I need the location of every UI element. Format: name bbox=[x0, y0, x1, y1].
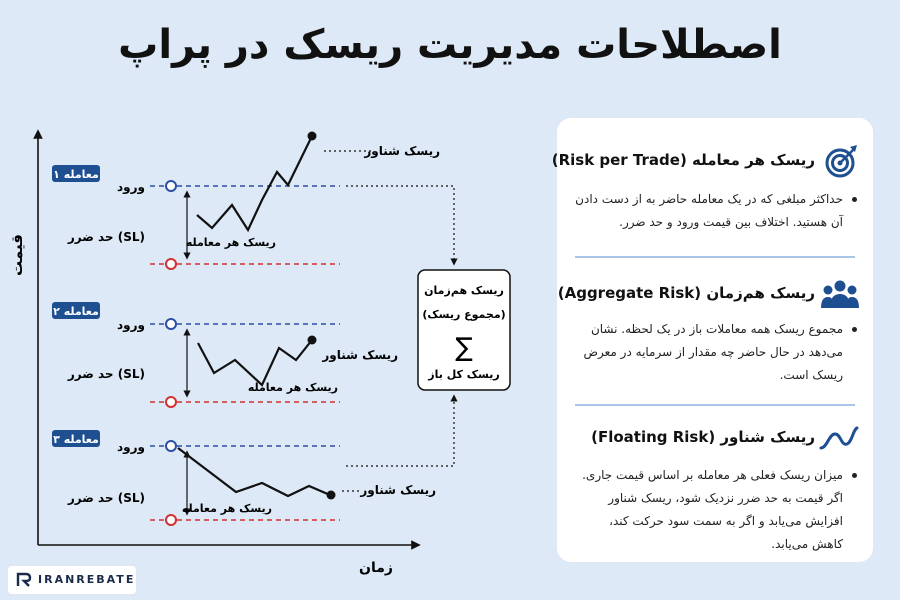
section-text: میزان ریسک فعلی هر معامله بر اساس قیمت جاری. اگر قیمت به حد ضرر نزدیک شود، ریسک شناور افزایش می‌یابد و اگر به سمت سود حرکت کند، کاهش می‌یابد. bbox=[582, 468, 843, 551]
page-title: اصطلاحات مدیریت ریسک در پراپ bbox=[118, 22, 782, 68]
trade-badge-label: معامله ۲ bbox=[53, 305, 99, 318]
section-body bbox=[575, 188, 843, 234]
sl-point bbox=[166, 397, 176, 407]
group-icon bbox=[821, 278, 859, 310]
section-text: مجموع ریسک همه معاملات باز در یک لحظه. نشان می‌دهد در حال حاضر چه مقدار از سرمایه در معرض ریسک است. bbox=[583, 322, 843, 382]
risk-label: ریسک هر معامله bbox=[181, 502, 272, 515]
definitions-panel bbox=[551, 118, 873, 562]
sl-label: حد ضرر (SL) bbox=[67, 491, 145, 505]
trade-badge-label: معامله ۳ bbox=[53, 433, 99, 446]
section-body bbox=[575, 464, 843, 556]
bullet bbox=[852, 197, 857, 202]
aggregate-line1: ریسک هم‌زمان bbox=[424, 284, 504, 297]
sl-point bbox=[166, 259, 176, 269]
divider bbox=[575, 256, 855, 258]
trade-3 bbox=[52, 430, 436, 525]
floating-label: ریسک شناور bbox=[364, 144, 440, 158]
entry-point bbox=[166, 181, 176, 191]
price-endpoint bbox=[308, 336, 317, 345]
divider bbox=[575, 404, 855, 406]
bullet bbox=[852, 473, 857, 478]
section-title: ریسک شناور (Floating Risk) bbox=[591, 428, 815, 446]
floating-label: ریسک شناور bbox=[322, 348, 398, 362]
section-body bbox=[575, 318, 843, 387]
sl-label: حد ضرر (SL) bbox=[67, 230, 145, 244]
trade-1 bbox=[52, 132, 440, 270]
price-path bbox=[197, 136, 312, 230]
y-axis-label: قیمت bbox=[8, 234, 26, 276]
brand-mark-icon bbox=[16, 572, 32, 588]
entry-point bbox=[166, 441, 176, 451]
entry-label: ورود bbox=[117, 318, 145, 332]
entry-label: ورود bbox=[117, 180, 145, 194]
entry-point bbox=[166, 319, 176, 329]
price-endpoint bbox=[308, 132, 317, 141]
section-title: ریسک هم‌زمان (Aggregate Risk) bbox=[557, 284, 815, 302]
trade-badge-label: معامله ۱ bbox=[53, 168, 99, 181]
floating-label: ریسک شناور bbox=[360, 483, 436, 497]
brand-logo bbox=[8, 566, 136, 594]
price-path bbox=[178, 448, 330, 496]
entry-label: ورود bbox=[117, 440, 145, 454]
risk-label: ریسک هر معامله bbox=[247, 381, 338, 394]
aggregate-line3: ریسک کل باز bbox=[428, 368, 500, 381]
price-path bbox=[198, 340, 312, 385]
price-endpoint bbox=[327, 491, 336, 500]
wave-icon bbox=[819, 424, 859, 454]
bullet bbox=[852, 327, 857, 332]
x-axis-label: زمان bbox=[359, 560, 393, 576]
aggregate-line2: (مجموع ریسک) bbox=[422, 308, 506, 321]
brand-name: IRANREBATE bbox=[38, 573, 136, 586]
sigma-symbol: ∑ bbox=[455, 333, 473, 363]
sl-label: حد ضرر (SL) bbox=[67, 367, 145, 381]
target-icon bbox=[825, 144, 859, 178]
aggregate-box bbox=[418, 270, 510, 390]
section-text: حداکثر مبلغی که در یک معامله حاضر به از دست دادن آن هستید. اختلاف بین قیمت ورود و حد ضرر. bbox=[575, 192, 843, 229]
sl-point bbox=[166, 515, 176, 525]
risk-label: ریسک هر معامله bbox=[185, 236, 276, 249]
section-title: ریسک هر معامله (Risk per Trade) bbox=[551, 151, 815, 169]
trade-2 bbox=[52, 302, 398, 407]
